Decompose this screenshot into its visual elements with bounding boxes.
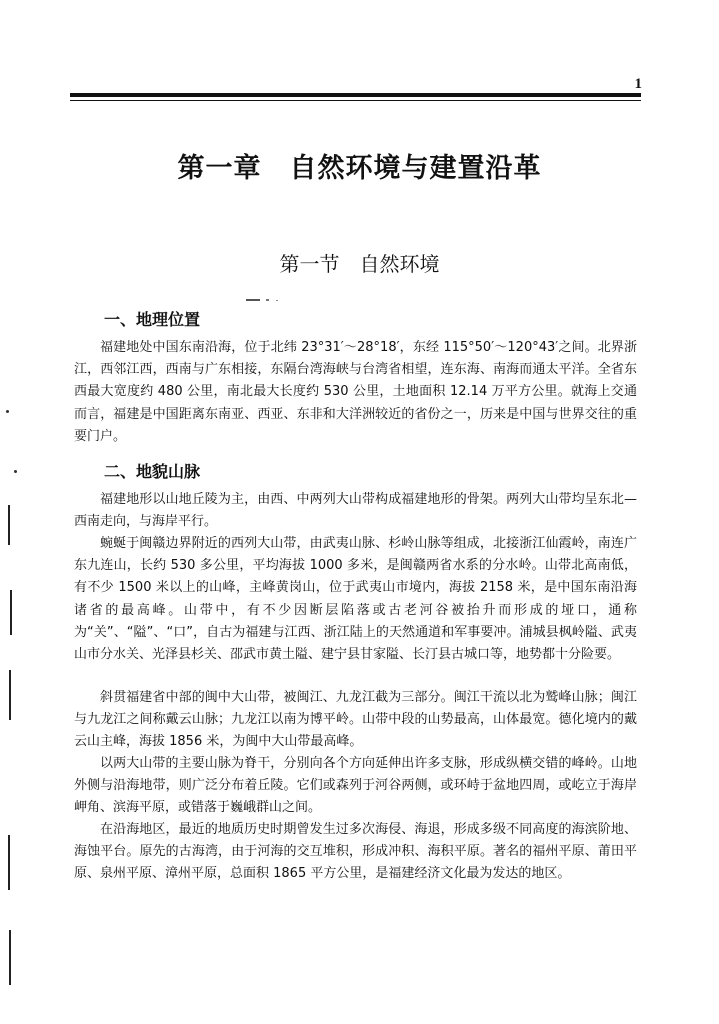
header-rule-thick: [70, 93, 641, 97]
paragraph-central-belt: 斜贯福建省中部的闽中大山带，被闽江、九龙江截为三部分。闽江干流以北为鹫峰山脉；闽江与九龙江之间称戴云山脉；九龙江以南为博平岭。山带中段的山势最高，山体最宽。德化境内的戴云山主峰，海拔 1856 米，为闽中大山带最高峰。: [74, 690, 637, 750]
margin-dot: [14, 470, 17, 473]
margin-mark: [10, 590, 12, 635]
paragraph-geography: 福建地处中国东南沿海，位于北纬 23°31′～28°18′，东经 115°50′～120°43′之间。北界浙江，西邻江西，西南与广东相接，东隔台湾海峡与台湾省相望，连东海、南海而通太平洋。全省东西最大宽度约 480 公里，南北最大长度约 530 公里，土地面积 12.14 万平方公里。就海上交通而言，福建是中国距离东南亚、西亚、东非和大洋洲较近的省份之一，历来是中国与世界交往的重要门户。: [74, 340, 637, 444]
margin-mark: [8, 835, 10, 890]
section-title: 第一节 自然环境: [279, 252, 440, 276]
scan-smudge: [246, 298, 286, 302]
page-number: 1: [634, 76, 642, 92]
paragraph-coastal-plains: 在沿海地区，最近的地质历史时期曾发生过多次海侵、海退，形成多级不同高度的海滨阶地、海蚀平台。原先的古海湾，由于河海的交互堆积，形成冲积、海积平原。著名的福州平原、莆田平原、泉州平原、漳州平原，总面积 1865 平方公里，是福建经济文化最为发达的地区。: [74, 822, 637, 882]
margin-mark: [8, 505, 10, 545]
paragraph-western-belt: 蜿蜒于闽赣边界附近的西列大山带，由武夷山脉、杉岭山脉等组成，北接浙江仙霞岭，南连广东九连山，长约 530 多公里，平均海拔 1000 多米，是闽赣两省水系的分水岭。山带北高南低，有不少 1500 米以上的山峰，主峰黄岗山，位于武夷山市境内，海拔 2158 米，是中国东南沿海诸省的最高峰。山带中，有不少因断层陷落或古老河谷被抬升而形成的垭口，通称为“关”、“隘”、“口”，自古为福建与江西、浙江陆上的天然通道和军事要冲。浦城县枫岭隘、武夷山市分水关、光泽县杉关、邵武市黄土隘、建宁县甘家隘、长汀县古城口等，地势都十分险要。: [74, 536, 637, 663]
scan-watermark: [0, 0, 67, 56]
header-rule-thin: [70, 100, 641, 101]
paragraph-hills: 以两大山带的主要山脉为脊干，分别向各个方向延伸出许多支脉，形成纵横交错的峰岭。山地外侧与沿海地带，则广泛分布着丘陵。它们或森列于河谷两侧，或环峙于盆地四周，或屹立于海岸岬角、滨海平原，或错落于巍峨群山之间。: [74, 756, 637, 816]
subheading-landforms: 二、地貌山脉: [104, 462, 201, 481]
chapter-title: 第一章 自然环境与建置沿革: [177, 153, 542, 184]
margin-mark: [9, 670, 11, 720]
margin-mark: [9, 930, 11, 985]
paragraph-landforms-overview: 福建地形以山地丘陵为主，由西、中两列大山带构成福建地形的骨架。两列大山带均呈东北—西南走向，与海岸平行。: [74, 492, 637, 530]
margin-dot: [6, 410, 9, 413]
subheading-geography: 一、地理位置: [104, 310, 201, 329]
